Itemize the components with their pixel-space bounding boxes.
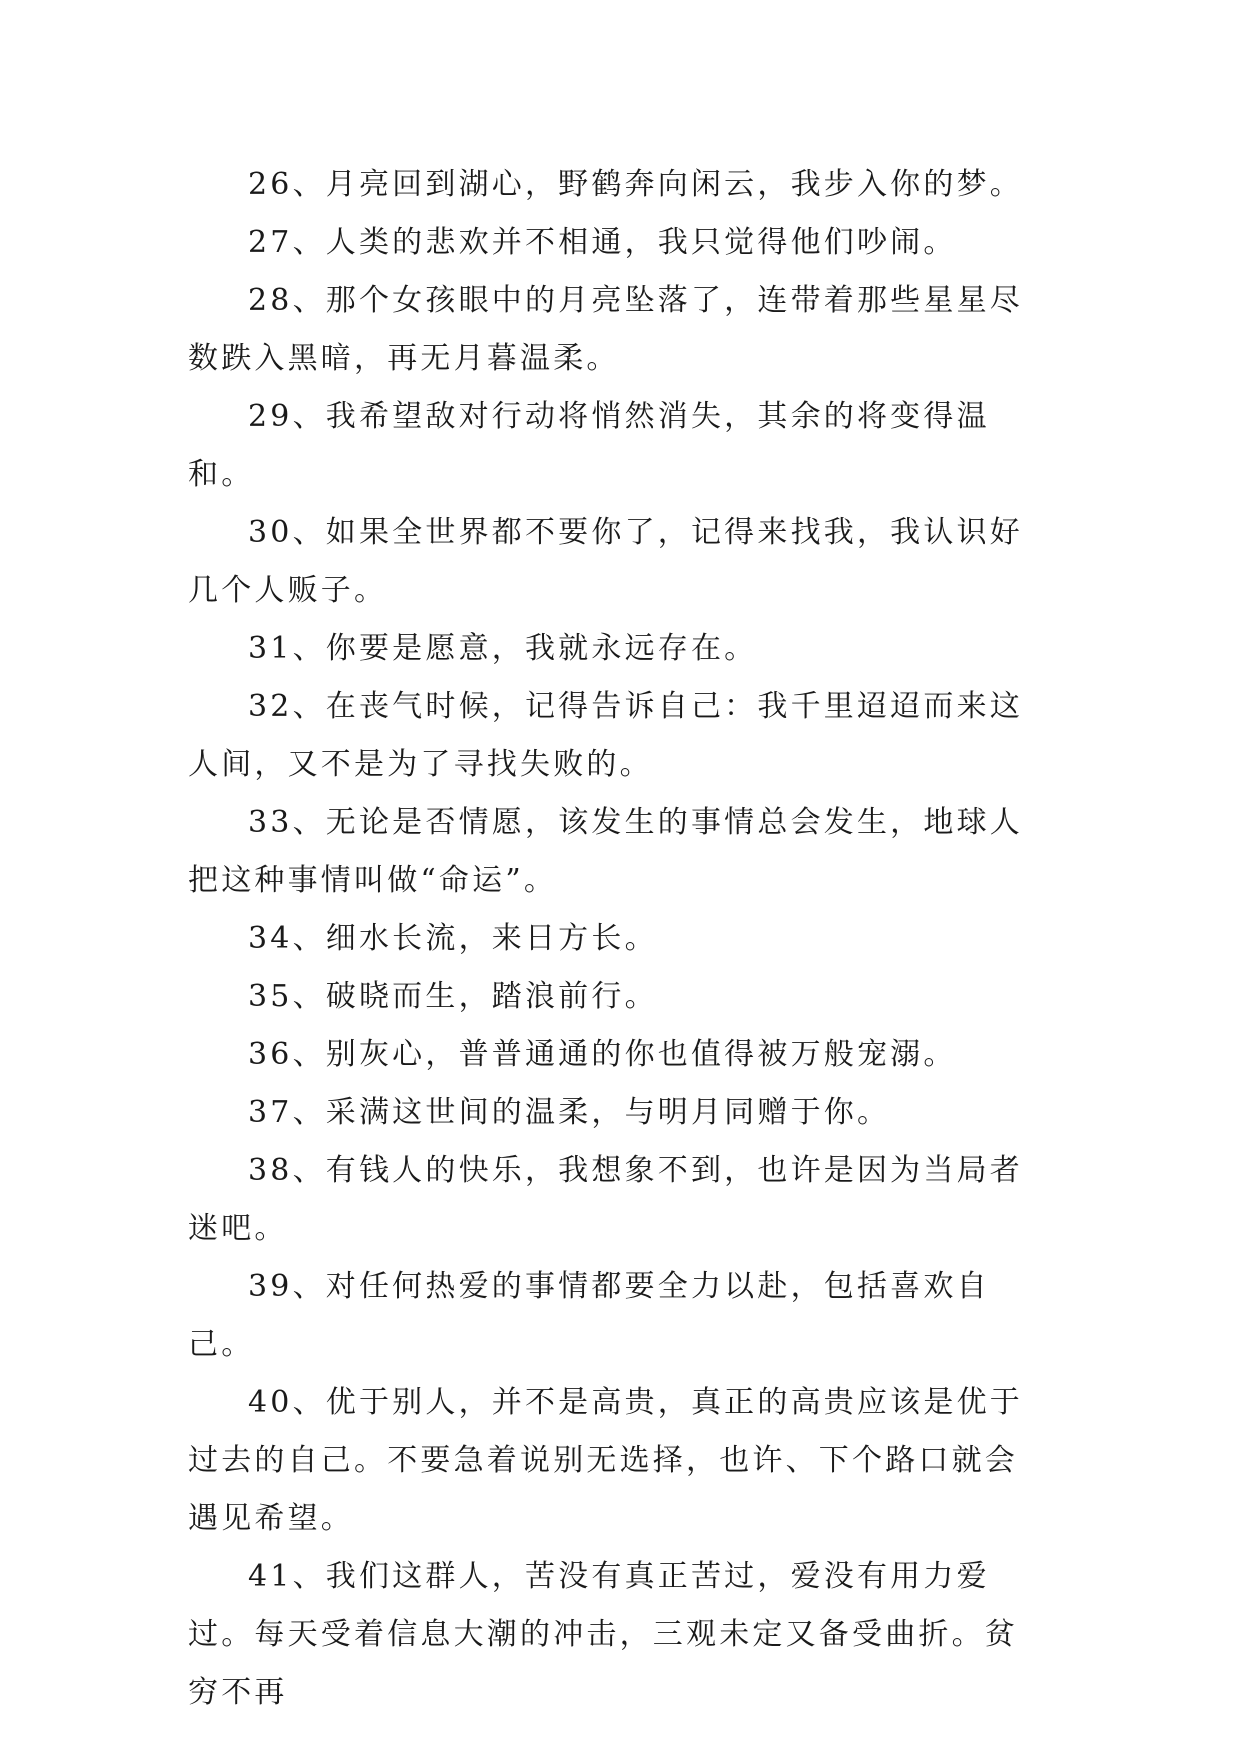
paragraph-26: 26、月亮回到湖心，野鹤奔向闲云，我步入你的梦。 <box>248 167 1023 202</box>
paragraph-30: 30、如果全世界都不要你了，记得来找我，我认识好几个人贩子。 <box>188 515 1023 608</box>
paragraph-34: 34、细水长流，来日方长。 <box>248 921 658 956</box>
paragraph-31: 31、你要是愿意，我就永远存在。 <box>248 631 758 666</box>
paragraph-40: 40、优于别人，并不是高贵，真正的高贵应该是优于过去的自己。不要急着说别无选择，也许、下个路口就会遇见希望。 <box>188 1385 1023 1536</box>
paragraph-38: 38、有钱人的快乐，我想象不到，也许是因为当局者迷吧。 <box>188 1153 1023 1246</box>
paragraph-39: 39、对任何热爱的事情都要全力以赴，包括喜欢自己。 <box>188 1269 990 1362</box>
paragraph-33: 33、无论是否情愿，该发生的事情总会发生，地球人把这种事情叫做“命运”。 <box>188 805 1023 898</box>
paragraph-36: 36、别灰心，普普通通的你也值得被万般宠溺。 <box>248 1037 957 1072</box>
document-body <box>188 156 1048 1722</box>
paragraph-27: 27、人类的悲欢并不相通，我只觉得他们吵闹。 <box>248 225 957 260</box>
paragraph-41: 41、我们这群人，苦没有真正苦过，爱没有用力爱过。每天受着信息大潮的冲击，三观未定又备受曲折。贫穷不再 <box>188 1559 1018 1710</box>
paragraph-37: 37、采满这世间的温柔，与明月同赠于你。 <box>248 1095 891 1130</box>
paragraph-28: 28、那个女孩眼中的月亮坠落了，连带着那些星星尽数跌入黑暗，再无月暮温柔。 <box>188 283 1023 376</box>
paragraph-32: 32、在丧气时候，记得告诉自己：我千里迢迢而来这人间，又不是为了寻找失败的。 <box>188 689 1023 782</box>
paragraph-29: 29、我希望敌对行动将悄然消失，其余的将变得温和。 <box>188 399 990 492</box>
paragraph-35: 35、破晓而生，踏浪前行。 <box>248 979 658 1014</box>
